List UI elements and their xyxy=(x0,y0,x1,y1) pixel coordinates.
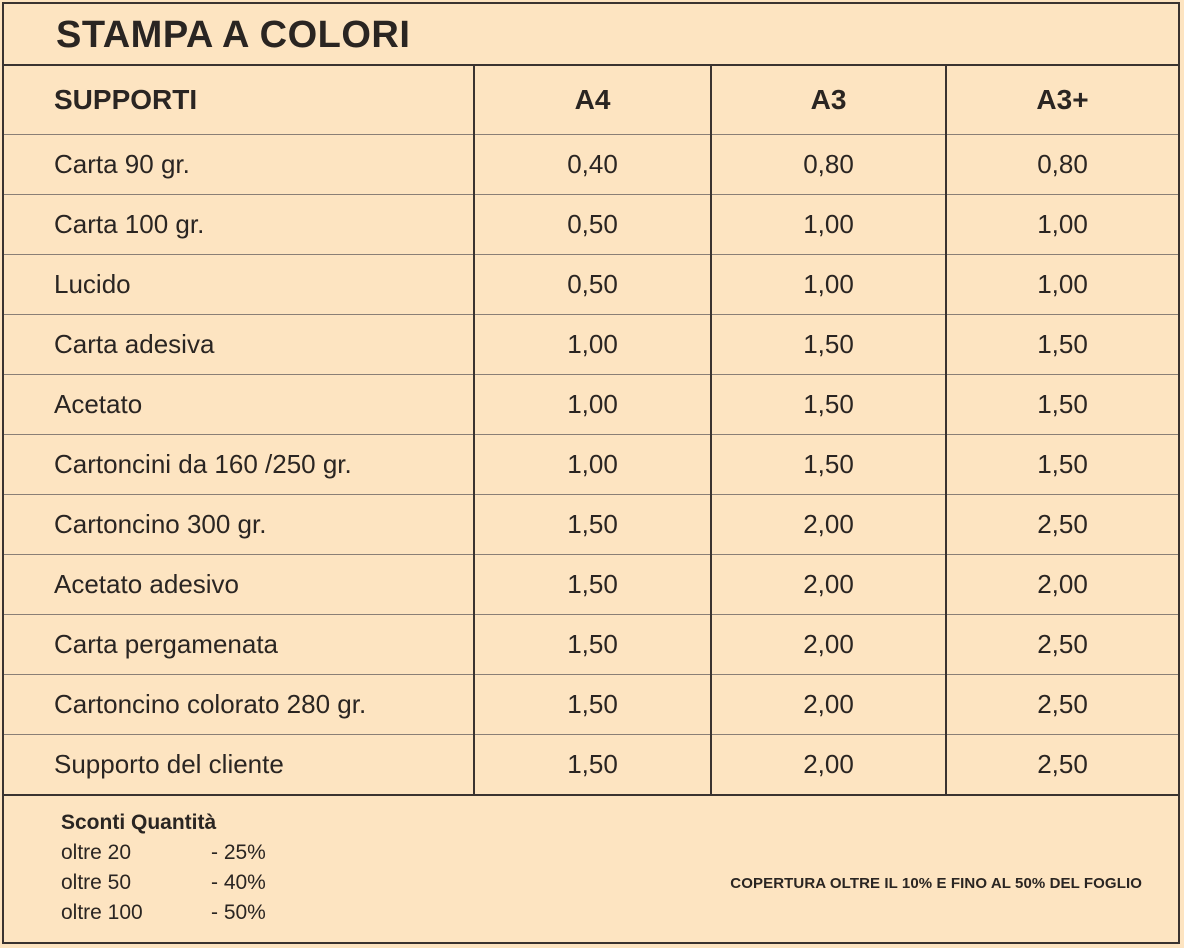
price-sheet xyxy=(2,2,1180,944)
price-a3-cell: 1,50 xyxy=(711,315,946,375)
price-a4-cell: 1,50 xyxy=(474,495,711,555)
price-a4-cell: 1,00 xyxy=(474,435,711,495)
price-a3-cell: 1,50 xyxy=(711,435,946,495)
support-name-cell: Acetato xyxy=(4,375,474,435)
price-a3-cell: 2,00 xyxy=(711,495,946,555)
discount-percent: - 50% xyxy=(211,901,266,924)
price-a4-cell: 1,50 xyxy=(474,555,711,615)
support-name-cell: Carta pergamenata xyxy=(4,615,474,675)
price-a3-cell: 1,00 xyxy=(711,195,946,255)
price-a3plus-cell: 1,50 xyxy=(946,315,1178,375)
support-name-cell: Acetato adesivo xyxy=(4,555,474,615)
price-a3plus-cell: 1,00 xyxy=(946,255,1178,315)
table-body xyxy=(4,135,1178,796)
column-header-supporti: SUPPORTI xyxy=(4,66,474,135)
support-name-cell: Carta 100 gr. xyxy=(4,195,474,255)
price-a3-cell: 2,00 xyxy=(711,615,946,675)
footer xyxy=(4,797,1178,942)
price-a3plus-cell: 2,50 xyxy=(946,675,1178,735)
price-a3-cell: 2,00 xyxy=(711,555,946,615)
column-header-a3plus: A3+ xyxy=(946,66,1178,135)
price-a3plus-cell: 2,50 xyxy=(946,615,1178,675)
column-header-a3: A3 xyxy=(711,66,946,135)
price-a4-cell: 0,50 xyxy=(474,255,711,315)
price-a4-cell: 1,00 xyxy=(474,315,711,375)
price-a4-cell: 1,50 xyxy=(474,675,711,735)
price-a3-cell: 2,00 xyxy=(711,675,946,735)
price-a3plus-cell: 1,00 xyxy=(946,195,1178,255)
table-row xyxy=(4,255,1178,315)
price-a3plus-cell: 0,80 xyxy=(946,135,1178,195)
price-a3plus-cell: 2,50 xyxy=(946,495,1178,555)
table-header-row xyxy=(4,66,1178,135)
table-row xyxy=(4,735,1178,796)
price-table xyxy=(4,66,1178,796)
table-row xyxy=(4,615,1178,675)
price-a4-cell: 0,50 xyxy=(474,195,711,255)
page-title: STAMPA A COLORI xyxy=(56,14,411,56)
discount-quantity: oltre 50 xyxy=(61,871,132,894)
price-a3plus-cell: 2,50 xyxy=(946,735,1178,796)
price-a4-cell: 1,50 xyxy=(474,615,711,675)
price-a3-cell: 1,50 xyxy=(711,375,946,435)
discount-percent: - 40% xyxy=(211,871,266,894)
price-a4-cell: 1,50 xyxy=(474,735,711,796)
discount-row xyxy=(61,841,266,865)
support-name-cell: Cartoncino colorato 280 gr. xyxy=(4,675,474,735)
table-row xyxy=(4,315,1178,375)
table-row xyxy=(4,135,1178,195)
price-a3-cell: 2,00 xyxy=(711,735,946,796)
price-a3-cell: 0,80 xyxy=(711,135,946,195)
support-name-cell: Supporto del cliente xyxy=(4,735,474,796)
coverage-note: COPERTURA OLTRE IL 10% E FINO AL 50% DEL FOGLIO xyxy=(730,875,1142,892)
price-a4-cell: 1,00 xyxy=(474,375,711,435)
discounts-title: Sconti Quantità xyxy=(61,811,217,834)
support-name-cell: Carta adesiva xyxy=(4,315,474,375)
price-a3-cell: 1,00 xyxy=(711,255,946,315)
table-row xyxy=(4,495,1178,555)
support-name-cell: Cartoncino 300 gr. xyxy=(4,495,474,555)
price-a3plus-cell: 1,50 xyxy=(946,375,1178,435)
discount-quantity: oltre 20 xyxy=(61,841,132,864)
discount-row xyxy=(61,901,266,925)
discount-quantity: oltre 100 xyxy=(61,901,143,924)
price-a4-cell: 0,40 xyxy=(474,135,711,195)
support-name-cell: Cartoncini da 160 /250 gr. xyxy=(4,435,474,495)
price-a3plus-cell: 1,50 xyxy=(946,435,1178,495)
price-a3plus-cell: 2,00 xyxy=(946,555,1178,615)
discount-row xyxy=(61,871,266,895)
table-row xyxy=(4,675,1178,735)
table-row xyxy=(4,375,1178,435)
support-name-cell: Lucido xyxy=(4,255,474,315)
title-bar xyxy=(4,4,1178,66)
table-row xyxy=(4,555,1178,615)
discount-percent: - 25% xyxy=(211,841,266,864)
support-name-cell: Carta 90 gr. xyxy=(4,135,474,195)
table-row xyxy=(4,435,1178,495)
table-row xyxy=(4,195,1178,255)
column-header-a4: A4 xyxy=(474,66,711,135)
